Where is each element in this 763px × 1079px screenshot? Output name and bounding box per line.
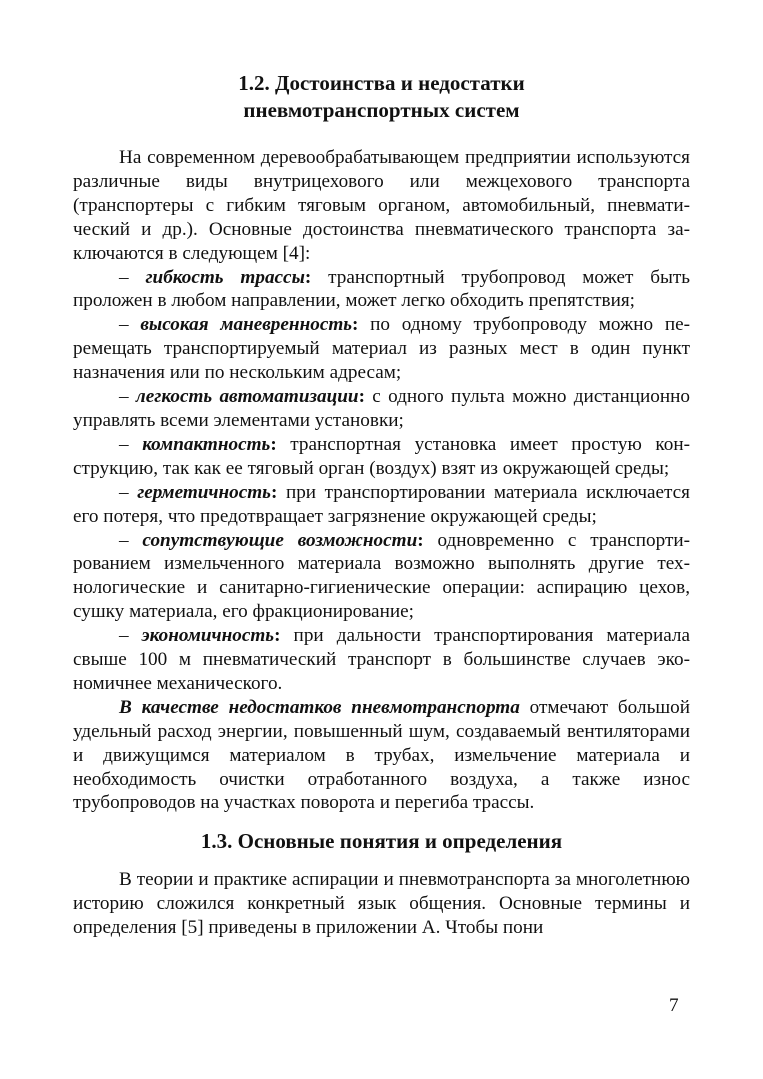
item-text: по одному трубопроводу можно перемещать транспортируемый материал из разных мест в один пункт назначения или по нескольким адресам;: [73, 314, 691, 384]
item-colon: :: [270, 433, 277, 455]
section-2-title: 1.3. Основные понятия и определения: [200, 829, 563, 854]
item-text: транспортный трубопровод может быть проложен в любом направлении, может легко обходить препятствия;: [73, 266, 691, 312]
item-text: при дальности транспортирования материала свыше 100 м пневматический транспорт в большинстве случаев экономичнее механического.: [73, 625, 690, 694]
section-1-title-line-2: пневмотранспортных систем: [243, 98, 520, 122]
item-colon: :: [304, 266, 312, 288]
item-term: легкость автоматизации: [135, 386, 359, 408]
item-text: с одного пульта можно дистанционно управлять всеми элементами установки;: [73, 386, 691, 431]
advantage-item: [73, 624, 690, 696]
advantage-item: [73, 529, 690, 625]
item-text: одновременно с транспортированием измельченного материала возможно выполнять другие технологические и санитарно-гигиенические операции: аспирацию цехов, сушку материала, его фракционирование;: [73, 529, 690, 623]
advantage-item: [73, 481, 690, 529]
item-dash: –: [119, 314, 141, 336]
section-1-title-line-1: 1.2. Достоинства и недостатки: [238, 71, 525, 95]
advantage-item: [73, 313, 690, 385]
item-term: гибкость трассы: [145, 266, 305, 288]
item-term: экономичность: [141, 625, 275, 647]
item-term: сопутствующие возможности: [142, 529, 418, 551]
disadvantages-term: В качестве недостатков пневмотранспорта: [119, 696, 520, 718]
item-text: транспортная установка имеет простую конструкцию, так как ее тяговый орган (воздух) взят из окружающей среды;: [73, 433, 690, 479]
disadvantages-text: отмечают большой удельный расход энергии, повышенный шум, создаваемый вентиляторами и движущимся материалом в трубах, измельчение материала и необходимость очистки отработанного воздуха, а также износ трубопроводов на участках поворота и перегиба трассы.: [73, 696, 690, 814]
item-dash: –: [119, 481, 138, 503]
item-text: при транспортировании материала исключается его потеря, что предотвращает загрязнение окружающей среды;: [73, 481, 690, 527]
item-dash: –: [119, 266, 146, 288]
advantages-list: [73, 266, 690, 696]
item-colon: :: [417, 529, 424, 551]
item-colon: :: [358, 386, 365, 408]
section-2-paragraph: В теории и практике аспирации и пневмотранспорта за многолетнюю историю сложился конкретный язык общения. Основные термины и определения [5] приведены в приложении А. Чтобы пони: [73, 869, 690, 939]
item-dash: –: [119, 386, 136, 408]
intro-paragraph: На современном деревообрабатывающем предприятии используются различные виды внутрицехового или межцехового транспорта (транспортеры с гибким тяговым органом, автомобильный, пневматический и др.). Основные достоинства пневматического транспорта заключаются в следующем [4]:: [73, 147, 690, 264]
item-dash: –: [119, 529, 143, 551]
item-term: высокая маневренность: [140, 314, 353, 336]
item-dash: –: [119, 625, 142, 647]
page-content: [73, 70, 690, 940]
item-term: герметичность: [137, 481, 271, 503]
advantage-item: [73, 266, 690, 314]
item-colon: :: [274, 625, 281, 647]
disadvantages-paragraph: [73, 696, 690, 816]
advantage-item: [73, 385, 690, 433]
item-colon: :: [352, 314, 359, 336]
item-term: компактность: [142, 433, 271, 455]
section-1-title: [73, 70, 690, 124]
page-number: 7: [669, 995, 679, 1016]
advantage-item: [73, 433, 690, 481]
item-dash: –: [119, 433, 143, 455]
item-colon: :: [270, 481, 278, 503]
